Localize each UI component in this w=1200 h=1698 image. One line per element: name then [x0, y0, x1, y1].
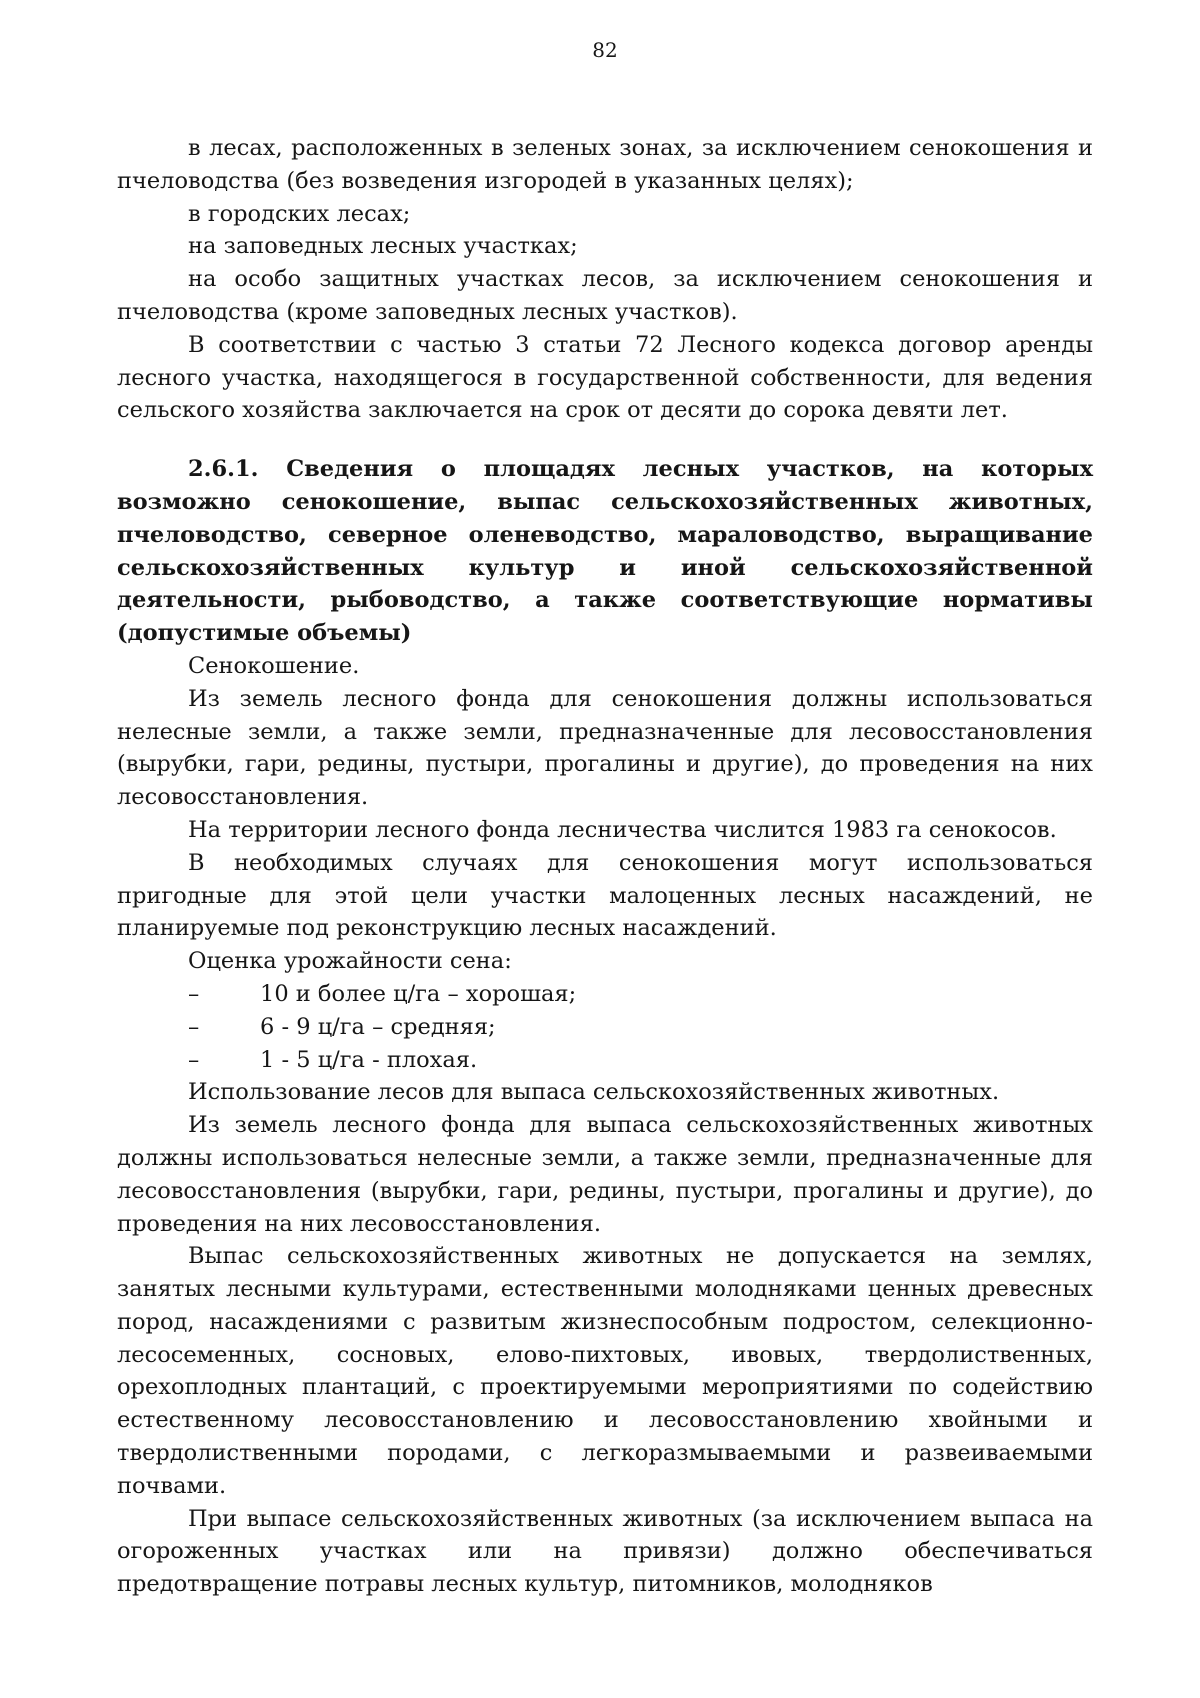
paragraph-reserved-plots: на заповедных лесных участках;: [188, 233, 578, 260]
paragraph-grazing-lands: Из земель лесного фонда для выпаса сельскохозяйственных животных должны использоваться нелесные земли, а также земли, предназначенные для лесовосстановления (вырубки, гари, редины, пустыри, прогалины и другие), до проведения на них лесовосстановления.: [117, 1112, 1093, 1237]
list-item-text: 10 и более ц/га – хорошая;: [260, 980, 577, 1007]
section-spacer: [117, 427, 1093, 453]
paragraph-protective-plots: на особо защитных участках лесов, за исключением сенокошения и пчеловодства (кроме заповедных лесных участков).: [117, 266, 1093, 325]
dash-marker: –: [188, 1013, 200, 1040]
paragraph-city-forests: в городских лесах;: [188, 200, 411, 227]
list-item: [117, 1011, 1093, 1044]
paragraph-haymaking-cases: В необходимых случаях для сенокошения могут использоваться пригодные для этой цели участки малоценных лесных насаждений, не планируемые под реконструкцию лесных насаждений.: [117, 849, 1093, 942]
dash-marker: –: [188, 980, 200, 1007]
list-item-text: 1 - 5 ц/га - плохая.: [260, 1046, 478, 1073]
dash-marker: –: [188, 1046, 200, 1073]
paragraph-grazing-restrictions: Выпас сельскохозяйственных животных не допускается на землях, занятых лесными культурами, естественными молодняками ценных древесных пород, насаждениями с развитым жизнеспособным подростом, селекционно-лесосеменных, сосновых, елово-пихтовых, ивовых, твердолиственных, орехоплодных плантаций, с проектируемыми мероприятиями по содействию естественному лесовосстановлению и лесовосстановлению хвойными и твердолиственными породами, с легкоразмываемыми и развеиваемыми почвами.: [117, 1243, 1093, 1499]
list-item: [117, 1044, 1093, 1077]
paragraph-grazing-title: Использование лесов для выпаса сельскохозяйственных животных.: [188, 1079, 1000, 1106]
paragraph-lease-term: В соответствии с частью 3 статьи 72 Лесного кодекса договор аренды лесного участка, находящегося в государственной собственности, для ведения сельского хозяйства заключается на срок от десяти до сорока девяти лет.: [117, 331, 1093, 424]
list-item-text: 6 - 9 ц/га – средняя;: [260, 1013, 496, 1040]
section-heading: 2.6.1. Сведения о площадях лесных участков, на которых возможно сенокошение, выпас сельскохозяйственных животных, пчеловодство, северное оленеводство, мараловодство, выращивание сельскохозяйственных культур и иной сельскохозяйственной деятельности, рыбоводство, а также соответствующие нормативы (допустимые объемы): [117, 456, 1093, 647]
paragraph-green-zones: в лесах, расположенных в зеленых зонах, за исключением сенокошения и пчеловодства (без возведения изгородей в указанных целях);: [117, 135, 1093, 194]
paragraph-haymaking-lands: Из земель лесного фонда для сенокошения должны использоваться нелесные земли, а также земли, предназначенные для лесовосстановления (вырубки, гари, редины, пустыри, прогалины и другие), до проведения на них лесовосстановления.: [117, 685, 1093, 811]
paragraph-haymaking-area: На территории лесного фонда лесничества числится 1983 га сенокосов.: [188, 816, 1057, 843]
page-number: 82: [592, 38, 618, 62]
paragraph-hay-yield: Оценка урожайности сена:: [188, 948, 512, 975]
list-item: [117, 978, 1093, 1011]
paragraph-haymaking-title: Сенокошение.: [188, 652, 360, 679]
paragraph-grazing-protection: При выпасе сельскохозяйственных животных (за исключением выпаса на огороженных участках или на привязи) должно обеспечиваться предотвращение потравы лесных культур, питомников, молодняков: [117, 1505, 1093, 1598]
